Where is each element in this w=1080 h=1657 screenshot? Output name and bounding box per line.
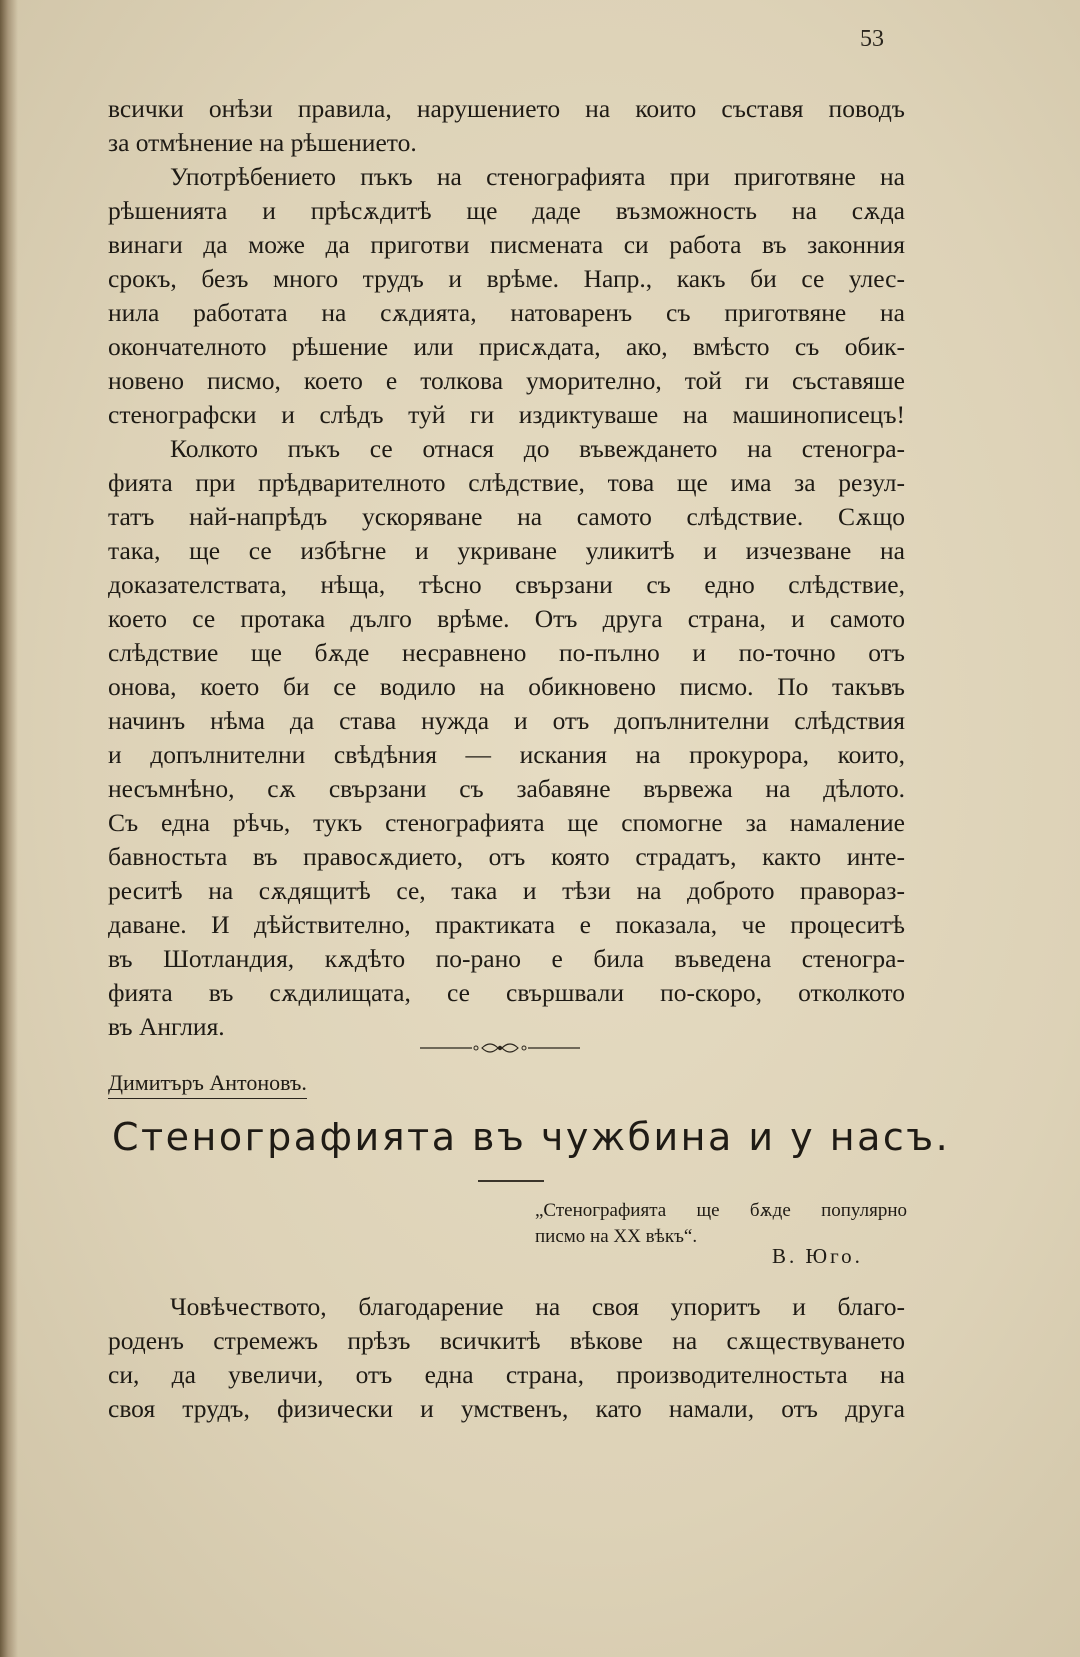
paragraph-1	[108, 92, 905, 160]
text-line: рѣшенията и прѣсѫдитѣ ще даде възможность на сѫда	[108, 196, 905, 225]
text-line: несъмнѣно, сѫ свързани съ забавяне вървежа на дѣлото.	[108, 774, 905, 803]
text-line: така, ще се избѣгне и укриване уликитѣ и изчезване на	[108, 536, 905, 565]
text-line: фията въ сѫдилищата, се свършвали по-скоро, отколкото	[108, 978, 905, 1007]
text-line: своя трудъ, физически и умственъ, като намали, отъ друга	[108, 1394, 905, 1423]
text-line: фията при прѣдварителното слѣдствие, това ще има за резул-	[108, 468, 905, 497]
epigraph-author: В. Юго.	[772, 1244, 863, 1268]
text-line: окончателното рѣшение или присѫдата, ако, вмѣсто съ обик-	[108, 332, 905, 361]
paragraph-3	[108, 432, 905, 1044]
article-title: Стенографията въ чужбина и у насъ.	[112, 1115, 951, 1159]
page-number: 53	[860, 26, 884, 52]
text-line: въ Шотландия, кѫдѣто по-рано е била въведена стеногра-	[108, 944, 905, 973]
text-line: въ Англия.	[108, 1012, 225, 1041]
text-line: роденъ стремежъ прѣзъ всичкитѣ вѣкове на сѫществуването	[108, 1326, 905, 1355]
text-line: Човѣчеството, благодарение на своя упоритъ и благо-	[170, 1292, 905, 1321]
text-line: и допълнителни свѣдѣния — искания на прокурора, които,	[108, 740, 905, 769]
text-line: си, да увеличи, отъ една страна, производителностьта на	[108, 1360, 905, 1389]
text-line: нила работата на сѫдията, натоваренъ съ приготвяне на	[108, 298, 905, 327]
section-divider-ornament	[420, 1038, 580, 1058]
epigraph	[535, 1198, 907, 1250]
text-line: начинъ нѣма да става нужда и отъ допълнителни слѣдствия	[108, 706, 905, 735]
text-line: Съ една рѣчь, тукъ стенографията ще спомогне за намаление	[108, 808, 905, 837]
text-line: татъ най-напрѣдъ ускоряване на самото слѣдствие. Сѫщо	[108, 502, 905, 531]
text-line: новено писмо, което е толкова уморително, той ги съставяше	[108, 366, 905, 395]
text-line: реситѣ на сѫдящитѣ се, така и тѣзи на доброто правораз-	[108, 876, 905, 905]
text-line: всички онѣзи правила, нарушението на които съставя поводъ	[108, 94, 905, 123]
text-line: даване. И дѣйствително, практиката е показала, че процеситѣ	[108, 910, 905, 939]
text-line: винаги да може да приготви писмената си работа въ законния	[108, 230, 905, 259]
title-rule	[478, 1180, 544, 1182]
page-binding-edge	[0, 0, 18, 1657]
paragraph-2	[108, 160, 905, 432]
paragraph-4	[108, 1290, 905, 1426]
text-line: Колкото пъкъ се отнася до въвеждането на стеногра-	[170, 434, 905, 463]
text-line: доказателствата, нѣща, тѣсно свързани съ едно слѣдствие,	[108, 570, 905, 599]
epigraph-line: „Стенографията ще бѫде популярно	[535, 1200, 907, 1221]
text-line: бавностьта въ правосѫдието, отъ която страдатъ, както инте-	[108, 842, 905, 871]
text-line: което се протака дълго врѣме. Отъ друга страна, и самото	[108, 604, 905, 633]
article-author: Димитъръ Антоновъ.	[108, 1070, 307, 1099]
text-line: за отмѣнение на рѣшението.	[108, 128, 417, 157]
epigraph-line: писмо на XX вѣкъ“.	[535, 1226, 698, 1247]
text-line: слѣдствие ще бѫде несравнено по-пълно и по-точно отъ	[108, 638, 905, 667]
text-line: срокъ, безъ много трудъ и врѣме. Напр., какъ би се улес-	[108, 264, 905, 293]
text-line: стенографски и слѣдъ туй ги издиктуваше на машинописецъ!	[108, 400, 905, 429]
text-line: онова, което би се водило на обикновено писмо. По такъвъ	[108, 672, 905, 701]
text-line: Употрѣбението пъкъ на стенографията при приготвяне на	[170, 162, 905, 191]
